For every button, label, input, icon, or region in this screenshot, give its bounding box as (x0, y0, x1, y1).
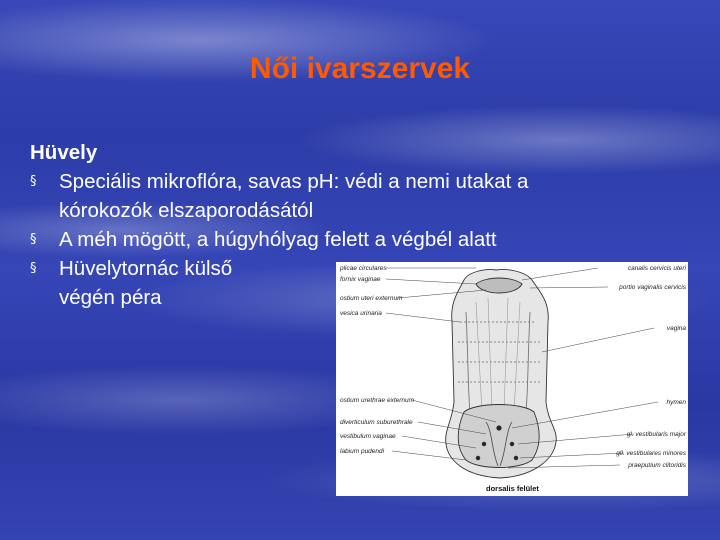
label-vestibulum-vaginae: vestibulum vaginae (340, 433, 396, 440)
label-portio-vaginalis-cervicis: portio vaginalis cervicis (619, 284, 686, 291)
bullet-marker-icon: § (30, 232, 37, 247)
label-canalis-cervicis-uteri: canalis cervicis uteri (627, 265, 686, 272)
label-plicae-circulares: plicae circulares (340, 265, 387, 272)
label-hymen: hymen (666, 399, 686, 406)
bullet-continuation: végén péra (59, 286, 162, 309)
label-praeputium-clitoridis: praeputium clitoridis (628, 462, 686, 469)
label-vagina: vagina (666, 325, 686, 332)
label-labium-pudendi: labium pudendi (340, 448, 385, 455)
label-ostium-uteri-externum: ostium uteri externum (340, 295, 403, 302)
anatomy-illustration (336, 262, 688, 496)
section-heading: Hüvely (30, 141, 98, 164)
bullet-text: A méh mögött, a húgyhólyag felett a végbél alatt (59, 228, 497, 251)
label-ostium-urethrae-externum: ostium urethrae externum (340, 397, 415, 404)
bullet-text: Speciális mikroflóra, savas pH: védi a nemi utakat a (59, 170, 529, 193)
organ-drawing (446, 269, 557, 478)
bullet-marker-icon: § (30, 174, 37, 189)
label-diverticulum-suburethrale: diverticulum suburethrale (340, 419, 413, 426)
bullet-marker-icon: § (30, 261, 37, 276)
label-gl-vestibularis-major: gl. vestibularis major (626, 431, 686, 438)
label-fornix-vaginae: fornix vaginae (340, 276, 381, 283)
vagina-diagram (336, 262, 688, 496)
label-gll-vestibulares-minores: gll. vestibulares minores (616, 450, 686, 457)
label-vesica-urinaria: vesica urinaria (340, 310, 382, 317)
figure-caption: dorsalis felület (486, 484, 539, 493)
bullet-text: Hüvelytornác külső (59, 257, 233, 280)
bullet-item (30, 225, 680, 254)
slide-title: Női ivarszervek (249, 52, 471, 85)
bullet-continuation: kórokozók elszaporodásától (59, 199, 314, 222)
bullet-item (30, 167, 680, 196)
